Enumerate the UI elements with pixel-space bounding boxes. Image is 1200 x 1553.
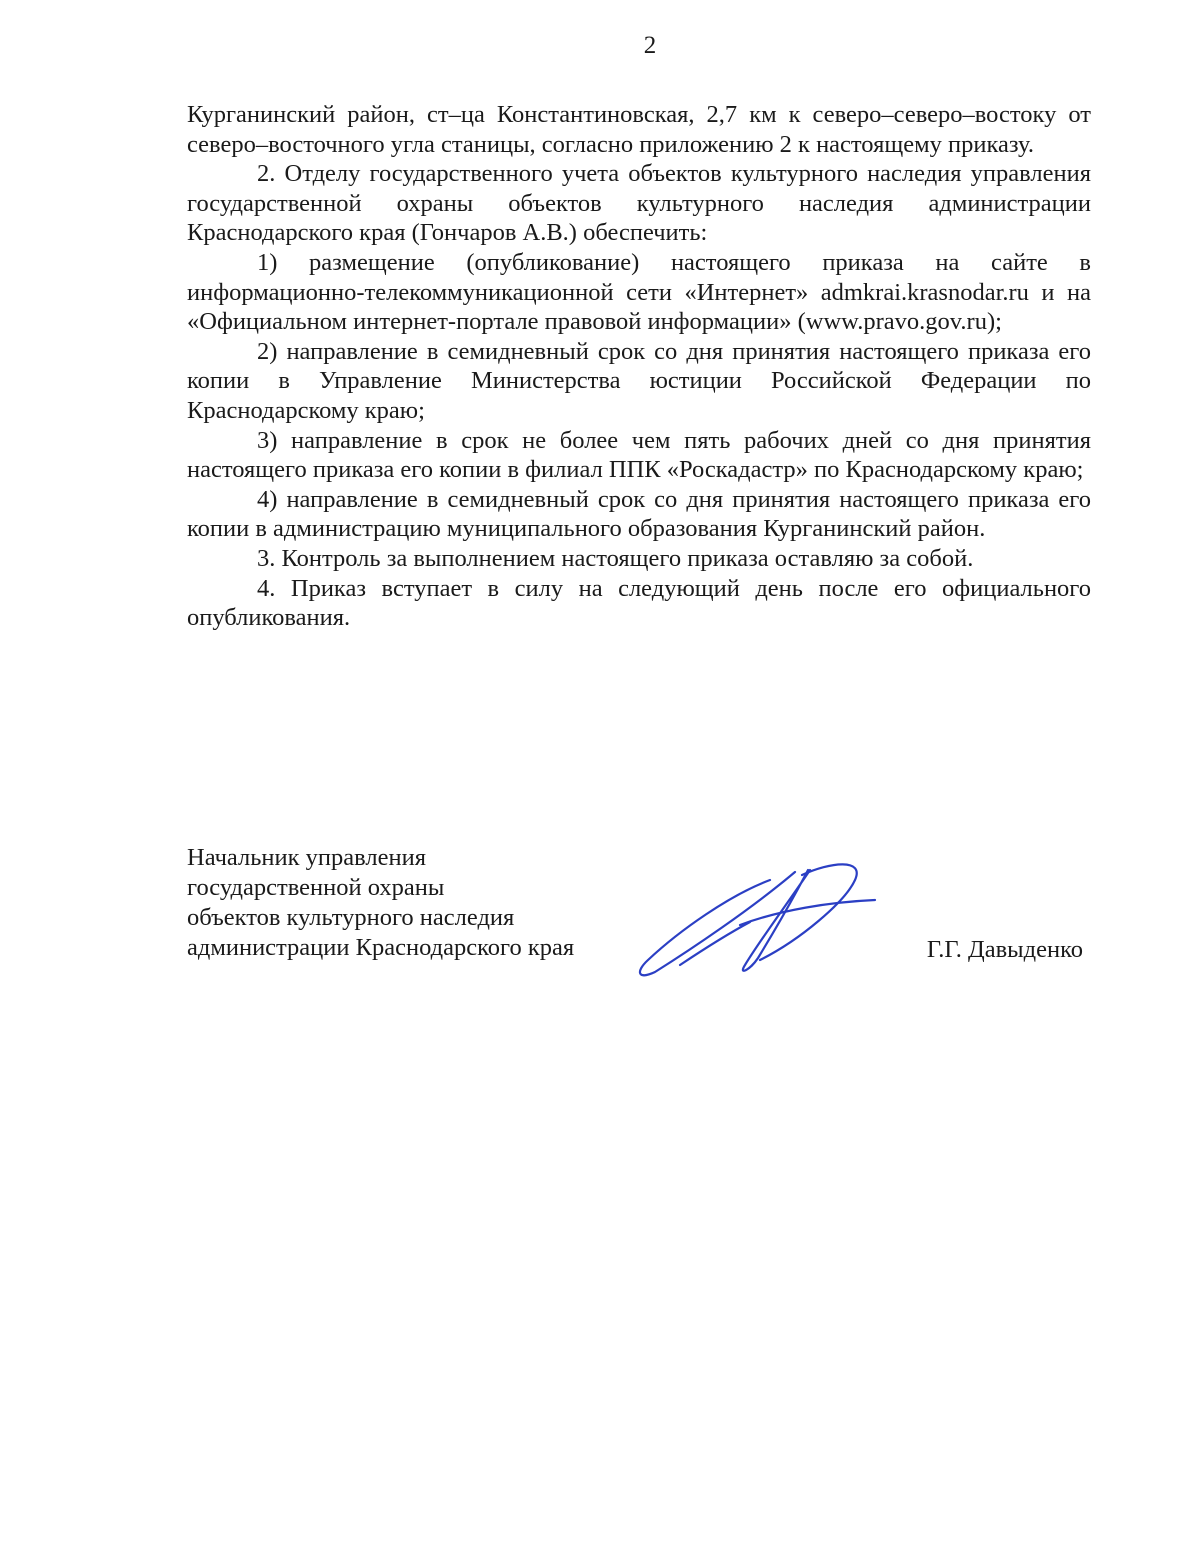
handwritten-signature [620,850,880,990]
signer-title-line: государственной охраны [187,874,445,901]
paragraph-subitem-2: 2) направление в семидневный срок со дня принятия настоящего приказа его копии в Управление Министерства юстиции Российской Федерации по Краснодарскому краю; [187,337,1091,424]
paragraph-subitem-4: 4) направление в семидневный срок со дня принятия настоящего приказа его копии в администрацию муниципального образования Курганинский район. [187,485,1091,543]
paragraph-item-2: 2. Отделу государственного учета объектов культурного наследия управления государственной охраны объектов культурного наследия администрации Краснодарского края (Гончаров А.В.) обеспечить: [187,160,1091,247]
signature-stroke [740,900,875,925]
paragraph-item-4: 4. Приказ вступает в силу на следующий день после его официального опубликования. [187,574,1091,632]
signer-name: Г.Г. Давыденко [926,936,1083,963]
signer-title-line: Начальник управления [187,844,426,871]
signer-title-line: объектов культурного наследия [187,904,515,931]
signer-title [187,843,647,963]
signer-title-line: администрации Краснодарского края [187,934,575,961]
signature-stroke [760,864,857,960]
paragraph-continuation: Курганинский район, ст–ца Константиновская, 2,7 км к северо–северо–востоку от северо–восточного угла станицы, согласно приложению 2 к настоящему приказу. [187,101,1091,158]
paragraph-subitem-3: 3) направление в срок не более чем пять рабочих дней со дня принятия настоящего приказа его копии в филиал ППК «Роскадастр» по Краснодарскому краю; [187,426,1091,484]
signature-stroke [680,922,750,965]
page-number: 2 [643,32,657,59]
paragraph-item-3: 3. Контроль за выполнением настоящего приказа оставляю за собой. [257,544,974,572]
paragraph-subitem-1: 1) размещение (опубликование) настоящего приказа на сайте в информационно-телекоммуникационной сети «Интернет» admkrai.krasnodar.ru и на «Официальном интернет-портале правовой информации» (www.pravo.gov.ru); [187,248,1091,336]
document-body [187,100,1091,633]
